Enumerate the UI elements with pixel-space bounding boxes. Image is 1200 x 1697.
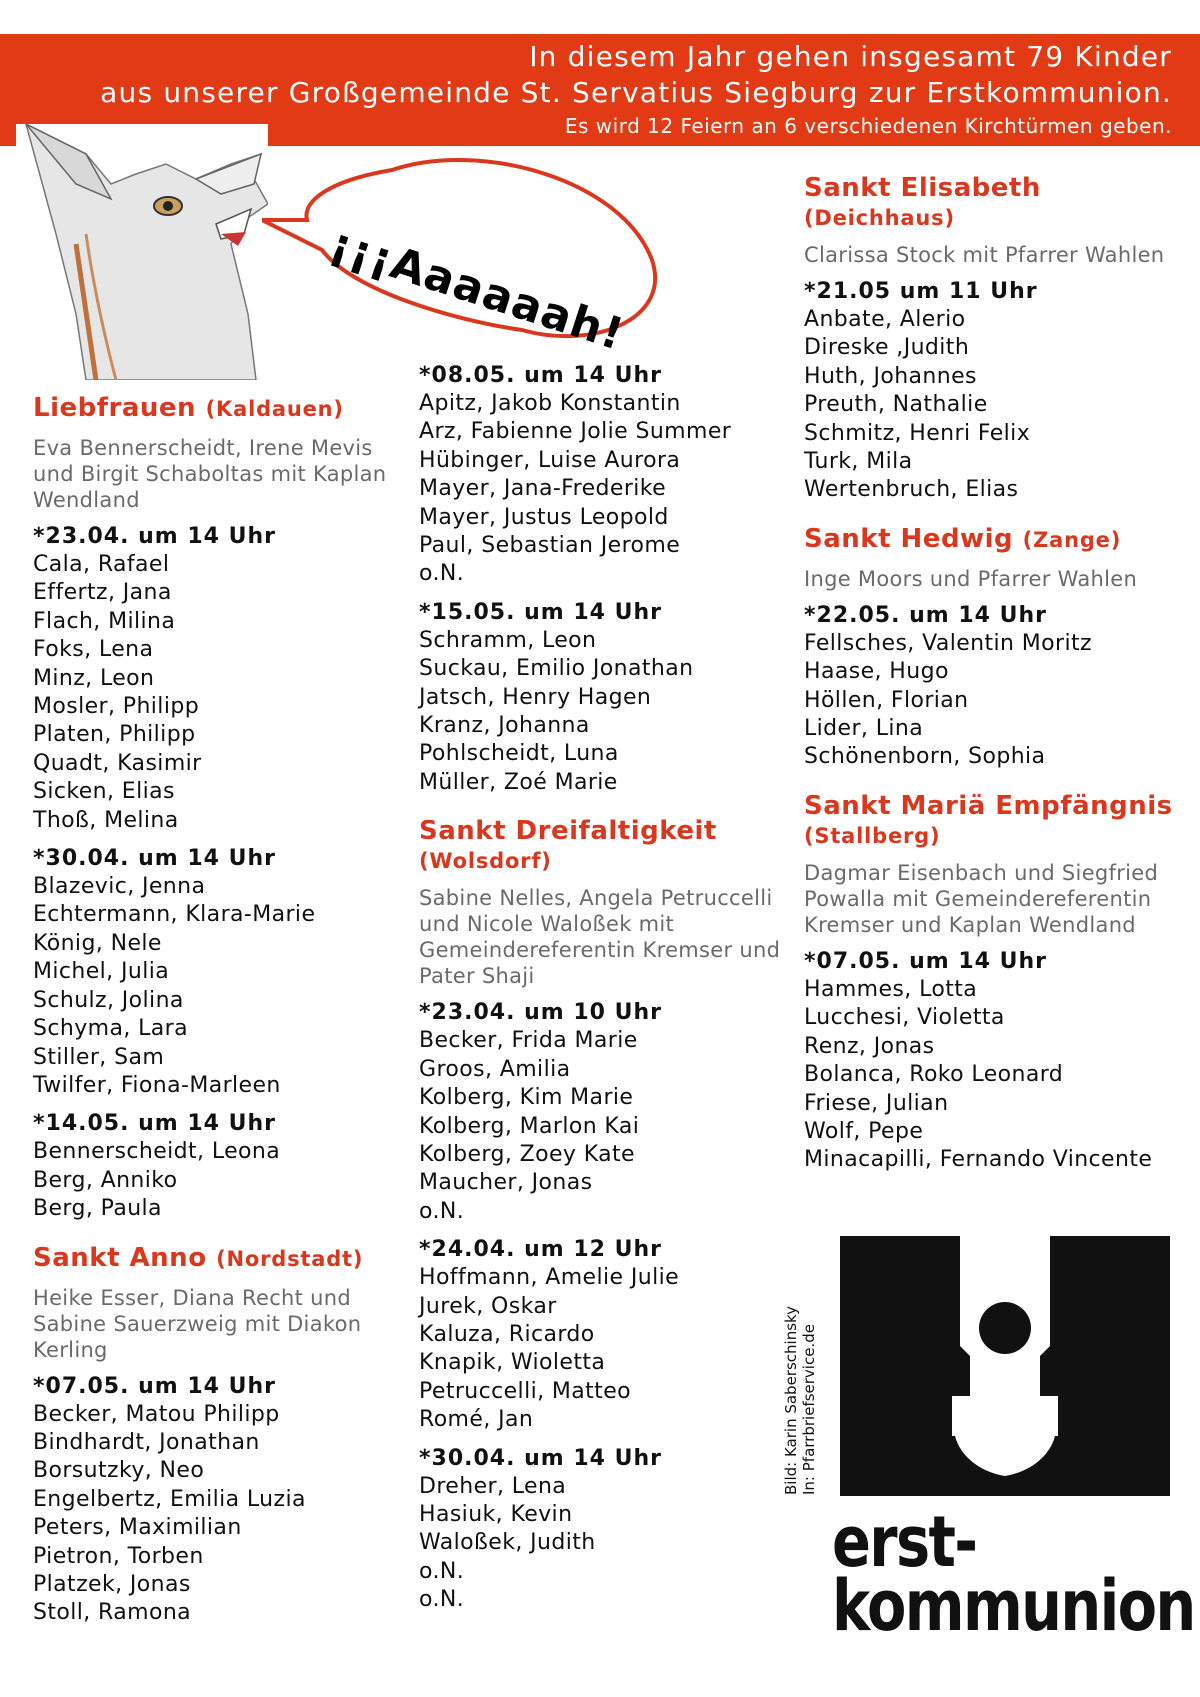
list-item: König, Nele: [33, 930, 162, 956]
list-item: Kolberg, Kim Marie: [419, 1085, 634, 1111]
list-item: Platen, Philipp: [33, 722, 196, 748]
goat-illustration: [16, 124, 268, 380]
name-list: [419, 627, 789, 797]
list-item: Maucher, Jonas: [419, 1170, 593, 1196]
list-item: Lucchesi, Violetta: [804, 1005, 1005, 1031]
logo-line-1: erst-: [832, 1501, 977, 1583]
section-leaders: Eva Bennerscheidt, Irene Mevis und Birgit Schaboltas mit Kaplan Wendland: [33, 436, 387, 512]
list-item: Twilfer, Fiona-Marleen: [33, 1072, 281, 1098]
section-leaders: Sabine Nelles, Angela Petruccelli und Nicole Waloßek mit Gemeindereferentin Kremser und Pater Shaji: [419, 886, 781, 989]
header-line-3: Es wird 12 Feiern an 6 verschiedenen Kirchtürmen geben.: [564, 114, 1172, 138]
list-item: Echtermann, Klara-Marie: [33, 902, 316, 928]
section-district: (Nordstadt): [216, 1246, 364, 1271]
list-item: Sicken, Elias: [33, 779, 175, 805]
group: [419, 1236, 789, 1434]
section-title: Sankt Elisabeth: [804, 173, 1041, 203]
list-item: Foks, Lena: [33, 637, 154, 663]
list-item: Friese, Julian: [804, 1090, 949, 1116]
list-item: Peters, Maximilian: [33, 1515, 242, 1541]
celebration-date: *23.04. um 10 Uhr: [419, 1000, 663, 1026]
list-item: Jatsch, Henry Hagen: [419, 684, 652, 710]
list-item: Lider, Lina: [804, 716, 924, 742]
column-2: [419, 352, 789, 1615]
list-item: Thoß, Melina: [33, 807, 179, 833]
celebration-date: *21.05 um 11 Uhr: [804, 279, 1038, 304]
list-item: Schönenborn, Sophia: [804, 744, 1046, 770]
list-item: Hammes, Lotta: [804, 976, 978, 1002]
list-item: Suckau, Emilio Jonathan: [419, 656, 694, 682]
list-item: Hoffmann, Amelie Julie: [419, 1265, 680, 1291]
list-item: Hübinger, Luise Aurora: [419, 447, 681, 473]
section-hedwig: [804, 523, 1184, 772]
list-item: Berg, Anniko: [33, 1167, 178, 1193]
list-item: Pietron, Torben: [33, 1543, 204, 1569]
list-item: Groos, Amilia: [419, 1056, 571, 1082]
section-leaders: Dagmar Eisenbach und Siegfried Powalla mit Gemeindereferentin Kremser und Kaplan Wendland: [804, 860, 1159, 937]
list-item: Apitz, Jakob Konstantin: [419, 391, 681, 416]
list-item: Schulz, Jolina: [33, 987, 184, 1013]
list-item: Bennerscheidt, Leona: [33, 1139, 281, 1165]
list-item: Fellsches, Valentin Moritz: [804, 630, 1092, 656]
section-elisabeth: [804, 172, 1184, 505]
section-district: (Kaldauen): [205, 397, 344, 421]
logo-wordmark: [832, 1501, 1195, 1647]
section-dreifaltigkeit: [419, 815, 789, 1614]
list-item: Mosler, Philipp: [33, 694, 200, 720]
list-item: Pohlscheidt, Luna: [419, 741, 619, 767]
name-list: [419, 1473, 789, 1615]
list-item: Mayer, Jana-Frederike: [419, 476, 667, 502]
celebration-date: *30.04. um 14 Uhr: [33, 846, 277, 872]
list-item: Stiller, Sam: [33, 1044, 165, 1070]
credit-line-2: In: Pfarrbriefservice.de: [800, 1324, 818, 1495]
section-district: (Zange): [1022, 527, 1122, 552]
section-district: (Deichhaus): [804, 206, 955, 230]
list-item: Bindhardt, Jonathan: [33, 1429, 260, 1455]
celebration-date: *22.05. um 14 Uhr: [804, 602, 1048, 628]
list-item: Becker, Matou Philipp: [33, 1401, 280, 1427]
list-item: o.N.: [419, 1587, 465, 1613]
group: [33, 523, 403, 835]
list-item: Michel, Julia: [33, 959, 170, 985]
list-item: Dreher, Lena: [419, 1473, 567, 1499]
celebration-date: *15.05. um 14 Uhr: [419, 599, 663, 625]
name-list: [419, 1027, 789, 1226]
list-item: Preuth, Nathalie: [804, 392, 988, 418]
credit-line-1: Bild: Karin Saberschinsky: [782, 1305, 800, 1495]
list-item: Hasiuk, Kevin: [419, 1501, 573, 1527]
celebration-date: *30.04. um 14 Uhr: [419, 1445, 663, 1471]
image-credit: [782, 1306, 818, 1495]
section-district: (Stallberg): [804, 823, 941, 848]
list-item: o.N.: [419, 1558, 465, 1584]
section-leaders: Inge Moors und Pfarrer Wahlen: [804, 566, 1138, 591]
chalice-logo-icon: [840, 1236, 1170, 1496]
list-item: Flach, Milina: [33, 608, 176, 634]
group: [419, 1445, 789, 1615]
header-line-1: In diesem Jahr gehen insgesamt 79 Kinder: [529, 40, 1172, 73]
group: [33, 845, 403, 1100]
list-item: Wolf, Pepe: [804, 1118, 924, 1144]
section-title: Sankt Mariä Empfängnis: [804, 790, 1173, 821]
list-item: Jurek, Oskar: [419, 1293, 557, 1319]
celebration-date: *14.05. um 14 Uhr: [33, 1111, 277, 1137]
list-item: Platzek, Jonas: [33, 1571, 191, 1597]
name-list: [419, 1264, 789, 1434]
group: [419, 362, 789, 589]
list-item: Schyma, Lara: [33, 1016, 188, 1042]
list-item: Minacapilli, Fernando Vincente: [804, 1147, 1153, 1173]
name-list: [804, 306, 1184, 505]
section-mariae: [804, 790, 1184, 1175]
list-item: Stoll, Ramona: [33, 1600, 192, 1626]
name-list: [33, 1138, 403, 1223]
list-item: Knapik, Wioletta: [419, 1350, 606, 1376]
list-item: Schmitz, Henri Felix: [804, 420, 1031, 446]
list-item: Anbate, Alerio: [804, 307, 966, 332]
name-list: [33, 873, 403, 1100]
group: [33, 1373, 403, 1628]
list-item: Paul, Sebastian Jerome: [419, 533, 681, 559]
group: [419, 999, 789, 1226]
section-district: (Wolsdorf): [419, 849, 552, 874]
list-item: Wertenbruch, Elias: [804, 477, 1019, 503]
celebration-date: *23.04. um 14 Uhr: [33, 524, 277, 549]
list-item: Minz, Leon: [33, 665, 155, 691]
list-item: Quadt, Kasimir: [33, 750, 202, 776]
list-item: Kolberg, Zoey Kate: [419, 1141, 635, 1167]
list-item: Petruccelli, Matteo: [419, 1378, 631, 1404]
celebration-date: *24.04. um 12 Uhr: [419, 1237, 663, 1263]
list-item: Höllen, Florian: [804, 687, 969, 713]
celebration-date: *08.05. um 14 Uhr: [419, 363, 663, 388]
celebration-date: *07.05. um 14 Uhr: [33, 1373, 277, 1399]
header-line-2: aus unserer Großgemeinde St. Servatius Siegburg zur Erstkommunion.: [100, 76, 1172, 109]
list-item: Kaluza, Ricardo: [419, 1321, 595, 1347]
list-item: o.N.: [419, 561, 465, 587]
group: [419, 599, 789, 797]
group: [804, 278, 1184, 505]
name-list: [804, 630, 1184, 772]
list-item: o.N.: [419, 1198, 465, 1224]
name-list: [33, 551, 403, 835]
section-title: Sankt Dreifaltigkeit: [419, 816, 717, 847]
list-item: Engelbertz, Emilia Luzia: [33, 1486, 306, 1512]
list-item: Müller, Zoé Marie: [419, 769, 618, 795]
section-title: Sankt Hedwig: [804, 523, 1014, 554]
speech-bubble-text: ¡¡¡Aaaaaah!: [324, 218, 631, 361]
section-anno: [33, 1242, 403, 1628]
list-item: Waloßek, Judith: [419, 1530, 596, 1556]
list-item: Schramm, Leon: [419, 627, 597, 653]
column-1: [33, 392, 403, 1628]
section-title: Liebfrauen: [33, 393, 197, 423]
list-item: Haase, Hugo: [804, 659, 949, 685]
section-leaders: Clarissa Stock mit Pfarrer Wahlen: [804, 243, 1165, 267]
list-item: Effertz, Jana: [33, 580, 172, 606]
list-item: Bolanca, Roko Leonard: [804, 1062, 1064, 1088]
name-list: [419, 390, 789, 589]
list-item: Borsutzky, Neo: [33, 1458, 205, 1484]
section-title: Sankt Anno: [33, 1242, 207, 1273]
list-item: Cala, Rafael: [33, 552, 170, 577]
list-item: Mayer, Justus Leopold: [419, 504, 669, 530]
section-liebfrauen: [33, 392, 403, 1224]
list-item: Turk, Mila: [804, 449, 913, 475]
list-item: Becker, Frida Marie: [419, 1028, 638, 1054]
name-list: [804, 976, 1184, 1175]
group: [804, 602, 1184, 772]
list-item: Blazevic, Jenna: [33, 874, 206, 900]
list-item: Renz, Jonas: [804, 1033, 935, 1059]
group: [804, 948, 1184, 1175]
list-item: Berg, Paula: [33, 1196, 162, 1222]
list-item: Romé, Jan: [419, 1407, 534, 1433]
list-item: Kolberg, Marlon Kai: [419, 1113, 640, 1139]
list-item: Kranz, Johanna: [419, 713, 590, 739]
name-list: [33, 1401, 403, 1628]
list-item: Huth, Johannes: [804, 363, 977, 389]
list-item: Direske ,Judith: [804, 335, 970, 361]
column-3: [804, 172, 1184, 1175]
group: [33, 1110, 403, 1223]
celebration-date: *07.05. um 14 Uhr: [804, 948, 1048, 974]
section-leaders: Heike Esser, Diana Recht und Sabine Sauerzweig mit Diakon Kerling: [33, 1285, 362, 1362]
list-item: Arz, Fabienne Jolie Summer: [419, 419, 732, 445]
logo-line-2: kommunion: [832, 1565, 1195, 1647]
